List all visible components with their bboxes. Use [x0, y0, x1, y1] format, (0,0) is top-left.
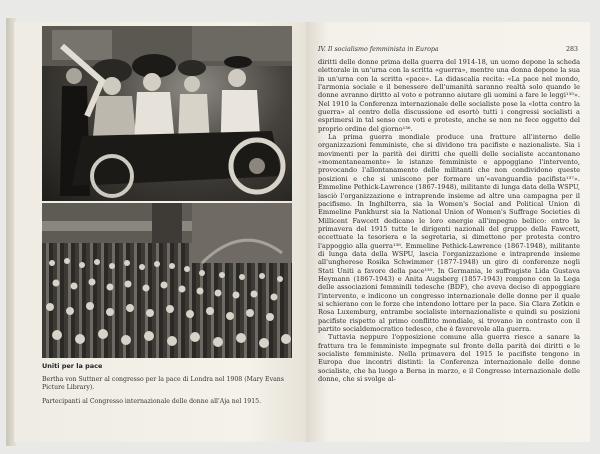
- paragraph-1: diritti delle donne prima della guerra del 1914-18, un uomo depone la scheda elettorale in un'urna con la scritta «guerra», mentre una donna depone la sua in un'urna con la scritta «pace». La didascalia recita: «La pace nel mondo, l'armonia sociale e il benessere dell'umanità saranno realtà solo quando le donne avranno diritto al voto e potranno aiutare gli uomini a fare le leggi¹³⁵». Nel 1910 la Conferenza internazionale delle socialiste pose la «lotta contro la guerra» al centro della discussione ed esortò tutti i congressi socialisti a esprimersi in tal senso con voti e proteste, anche se non ne fece oggetto del proprio ordine del giorno¹³⁶.: [318, 58, 580, 133]
- body-text: [318, 58, 580, 383]
- paragraph-3: Tuttavia neppure l'opposizione comune alla guerra riesce a sanare la frattura tra le femministe impegnate sul fronte della parità dei diritti e le socialiste femministe. Nella primavera del 1915 le pacifiste tengono in Europa due incontri distinti: la Conferenza internazionale delle donne socialiste, che ha luogo a Berna in marzo, e il Congresso internazionale delle donne, che si svolge al-: [318, 333, 580, 384]
- photo-top-illustration: [42, 26, 292, 201]
- caption-hague: Partecipanti al Congresso internazionale delle donne all'Aja nel 1915.: [42, 398, 262, 405]
- paragraph-2: La prima guerra mondiale produce una fratture all'interno delle organizzazioni femministe, che si dividono tra pacifiste e nazionaliste. Sia i movimenti per la parità dei diritti che quelli delle socialiste accantonano «momentaneamente» le istanze femministe e appoggiano l'intervento, provocando l'allontanamento delle militanti che non condividono queste posizioni e che si uniscono per formare un'«avanguardia pacifista¹³⁷». Emmeline Pethick-Lawrence (1867-1948), militante di lunga data della WSPU, lasciò l'organizzazione e intraprende insieme ad altre una campagna per il pacifismo. In Inghilterra, sia la Women's Social and Political Union di Emmeline Pankhurst sia la National Union of Women's Suffrage Societies di Millicent Fawcett dedicano le loro energie all'impegno bellico: entro la primavera del 1915 tutte le dirigenti nazionali del gruppo della Fawcett, eccettuate la tesoriera e la segretaria, si dimettono per protesta contro l'appoggio alla guerra¹³⁸. Emmeline Pethick-Lawrence (1867-1948), militante di lunga data della WSPU, lascia l'organizzazione e intraprende insieme all'ungherese Rosika Schwimmer (1877-1948) un giro di conferenze negli Stati Uniti a favore della pace¹³⁹. In Germania, le suffragiste Lida Gustava Heymann (1867-1943) e Anita Augsberg (1857-1943) rompono con la Lega delle associazioni femminili tedesche (BDF), che aveva deciso di appoggiare l'intervento, e indicono un congresso internazionale delle donne per il quale si schierano con le forze che intendono lottare per la pace. Sia Clara Zetkin e Rosa Luxemburg, entrambe socialiste internazionaliste e quindi su posizioni pacifiste rispetto al primo conflitto mondiale, si trovano in contrasto con il partito socialdemocratico tedesco, che è favorevole alla guerra.: [318, 133, 580, 333]
- caption-suttner: Bertha von Suttner al congresso per la pace di Londra nel 1908 (Mary Evans Picture Library).: [42, 376, 284, 391]
- photo-hague-congress: [42, 203, 292, 358]
- photo-suttner-car: [42, 26, 292, 201]
- page-number: 283: [566, 46, 579, 53]
- running-head: IV. Il socialismo femminista in Europa: [318, 46, 439, 53]
- caption-heading: Uniti per la pace: [42, 362, 103, 370]
- photo-bottom-illustration: [42, 203, 292, 358]
